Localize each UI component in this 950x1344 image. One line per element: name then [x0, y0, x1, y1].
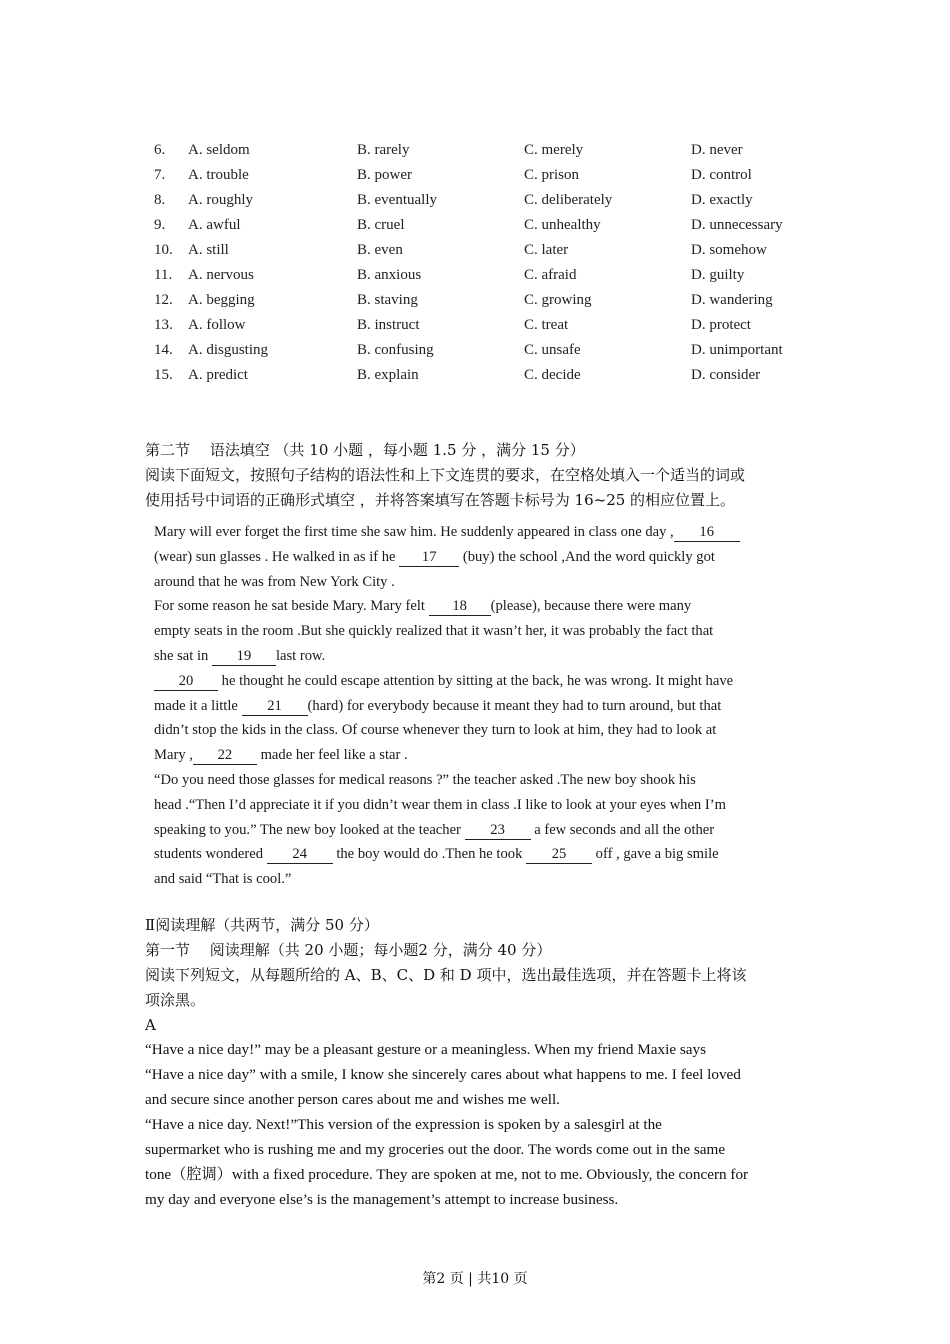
option-d: D. unimportant: [691, 342, 783, 358]
passage-text: (wear) sun glasses . He walked in as if he: [154, 548, 400, 565]
option-c: C. unsafe: [524, 342, 581, 358]
passage-text: made her feel like a star .: [256, 747, 408, 764]
section2: [145, 438, 825, 513]
passage-text: he thought he could escape attention by sitting at the back, he was wrong. It might have: [218, 672, 734, 689]
option-a: A. trouble: [188, 167, 249, 183]
passage-text: last row.: [275, 647, 326, 664]
question-number: 8.: [154, 192, 166, 208]
option-d: D. guilty: [691, 267, 745, 283]
option-b: B. staving: [357, 292, 418, 308]
passage-text: off , gave a big smile: [592, 846, 719, 863]
passage-label: A: [145, 1016, 156, 1034]
passage-text: a few seconds and all the other: [530, 821, 715, 838]
option-c: C. later: [524, 242, 569, 258]
passage-text: (buy) the school ,And the word quickly got: [459, 548, 715, 565]
passage-line: [154, 818, 824, 843]
section3-subheading: 第一节 阅读理解（共 20 小题；每小题2 分，满分 40 分）: [145, 941, 552, 959]
option-b: B. anxious: [357, 267, 422, 283]
passage-line: [154, 644, 824, 669]
passage-line: and said “That is cool.”: [154, 871, 292, 888]
option-b: B. power: [357, 167, 412, 183]
option-row: [154, 292, 834, 317]
option-a: A. still: [188, 242, 229, 258]
blank-18: 18: [429, 597, 491, 616]
option-row: [154, 167, 834, 192]
option-b: B. eventually: [357, 192, 437, 208]
blank-19: 19: [212, 647, 276, 666]
question-number: 10.: [154, 242, 173, 258]
passage-line: [154, 669, 824, 694]
reading-line: “Have a nice day” with a smile, I know she sincerely cares about what happens to me. I feel loved: [145, 1066, 741, 1083]
option-d: D. unnecessary: [691, 217, 783, 233]
blank-22: 22: [193, 746, 257, 765]
section2-instruction-1: 阅读下面短文，按照句子结构的语法性和上下文连贯的要求，在空格处填入一个适当的词或: [145, 466, 746, 484]
option-a: A. nervous: [188, 267, 254, 283]
page-footer: 第2 页 | 共10 页: [422, 1271, 528, 1287]
option-d: D. exactly: [691, 192, 753, 208]
passage-text: (please), because there were many: [490, 598, 692, 615]
option-c: C. unhealthy: [524, 217, 601, 233]
option-c: C. growing: [524, 292, 592, 308]
blank-21: 21: [242, 697, 308, 716]
option-row: [154, 192, 834, 217]
blank-23: 23: [465, 821, 531, 840]
blank-24: 24: [267, 845, 333, 864]
option-b: B. rarely: [357, 142, 410, 158]
passage-line: [154, 594, 824, 619]
option-a: A. awful: [188, 217, 241, 233]
option-d: D. never: [691, 142, 743, 158]
question-number: 6.: [154, 142, 166, 158]
section2-heading: 第二节 语法填空 （共 10 小题 ，每小题 1.5 分 ，满分 15 分）: [145, 441, 585, 459]
options-list: [154, 142, 834, 392]
option-row: [154, 267, 834, 292]
passage-text: the boy would do .Then he took: [332, 846, 527, 863]
option-c: C. deliberately: [524, 192, 613, 208]
question-number: 11.: [154, 267, 173, 283]
section3-heading: Ⅱ阅读理解（共两节，满分 50 分）: [145, 916, 379, 934]
option-b: B. instruct: [357, 317, 420, 333]
option-d: D. consider: [691, 367, 761, 383]
option-row: [154, 367, 834, 392]
passage-text: she sat in: [154, 647, 212, 664]
option-a: A. predict: [188, 367, 248, 383]
passage-line: [154, 545, 824, 570]
passage-text: Mary will ever forget the first time she saw him. He suddenly appeared in class one day ,: [154, 524, 674, 540]
section3-instruction-1: 阅读下列短文，从每题所给的 A、B、C、D 和 D 项中，选出最佳选项，并在答题卡上将该: [145, 966, 747, 984]
option-b: B. confusing: [357, 342, 434, 358]
reading-line: supermarket who is rushing me and my groceries out the door. The words come out in the same: [145, 1141, 726, 1158]
option-c: C. treat: [524, 317, 569, 333]
option-b: B. explain: [357, 367, 419, 383]
question-number: 7.: [154, 167, 166, 183]
option-c: C. merely: [524, 142, 584, 158]
option-d: D. protect: [691, 317, 751, 333]
option-d: D. somehow: [691, 242, 767, 258]
blank-16: 16: [674, 523, 740, 542]
option-b: B. even: [357, 242, 403, 258]
blank-20: 20: [154, 672, 218, 691]
option-c: C. afraid: [524, 267, 577, 283]
passage-text: students wondered: [154, 846, 267, 863]
section3-instruction-2: 项涂黑。: [145, 991, 206, 1009]
passage-line: head .“Then I’d appreciate it if you didn’t wear them in class .I like to look at your eyes when I’m: [154, 796, 726, 813]
reading-passage-a: [145, 1037, 815, 1212]
passage-line: [154, 694, 824, 719]
passage-line: didn’t stop the kids in the class. Of course whenever they turn to look at him, they had to look at: [154, 722, 717, 739]
reading-line: and secure since another person cares about me and wishes me well.: [145, 1091, 560, 1108]
section2-instruction-2: 使用括号中词语的正确形式填空 ，并将答案填写在答题卡标号为 16~25 的相应位置上。: [145, 491, 736, 509]
passage-text: For some reason he sat beside Mary. Mary felt: [154, 598, 429, 615]
option-c: C. prison: [524, 167, 580, 183]
passage-line: [154, 520, 824, 545]
passage-text: speaking to you.” The new boy looked at the teacher: [154, 821, 465, 838]
option-c: C. decide: [524, 367, 581, 383]
option-d: D. control: [691, 167, 752, 183]
option-row: [154, 317, 834, 342]
option-row: [154, 142, 834, 167]
option-a: A. disgusting: [188, 342, 269, 358]
question-number: 12.: [154, 292, 173, 308]
question-number: 9.: [154, 217, 166, 233]
passage-text: made it a little: [154, 697, 242, 714]
option-d: D. wandering: [691, 292, 773, 308]
question-number: 14.: [154, 342, 173, 358]
option-row: [154, 217, 834, 242]
passage-text: (hard) for everybody because it meant they had to turn around, but that: [307, 697, 722, 714]
reading-line: “Have a nice day!” may be a pleasant gesture or a meaningless. When my friend Maxie says: [145, 1041, 707, 1058]
option-a: A. begging: [188, 292, 255, 308]
question-number: 15.: [154, 367, 173, 383]
reading-line: “Have a nice day. Next!”This version of the expression is spoken by a salesgirl at the: [145, 1116, 662, 1133]
option-row: [154, 342, 834, 367]
option-a: A. follow: [188, 317, 246, 333]
option-b: B. cruel: [357, 217, 405, 233]
passage-line: [154, 743, 824, 768]
passage-line: “Do you need those glasses for medical reasons ?” the teacher asked .The new boy shook his: [154, 771, 696, 788]
option-a: A. seldom: [188, 142, 250, 158]
option-a: A. roughly: [188, 192, 253, 208]
grammar-passage: [154, 520, 824, 892]
question-number: 13.: [154, 317, 173, 333]
section3: [145, 913, 825, 1038]
passage-line: around that he was from New York City .: [154, 573, 395, 590]
passage-text: Mary ,: [154, 747, 193, 764]
option-row: [154, 242, 834, 267]
reading-line: tone（腔调）with a fixed procedure. They are spoken at me, not to me. Obviously, the concern for: [145, 1166, 749, 1183]
blank-17: 17: [399, 548, 459, 567]
passage-line: empty seats in the room .But she quickly realized that it wasn’t her, it was probably the fact that: [154, 623, 714, 640]
blank-25: 25: [526, 845, 592, 864]
passage-line: [154, 842, 824, 867]
reading-line: my day and everyone else’s is the management’s attempt to increase business.: [145, 1191, 619, 1208]
